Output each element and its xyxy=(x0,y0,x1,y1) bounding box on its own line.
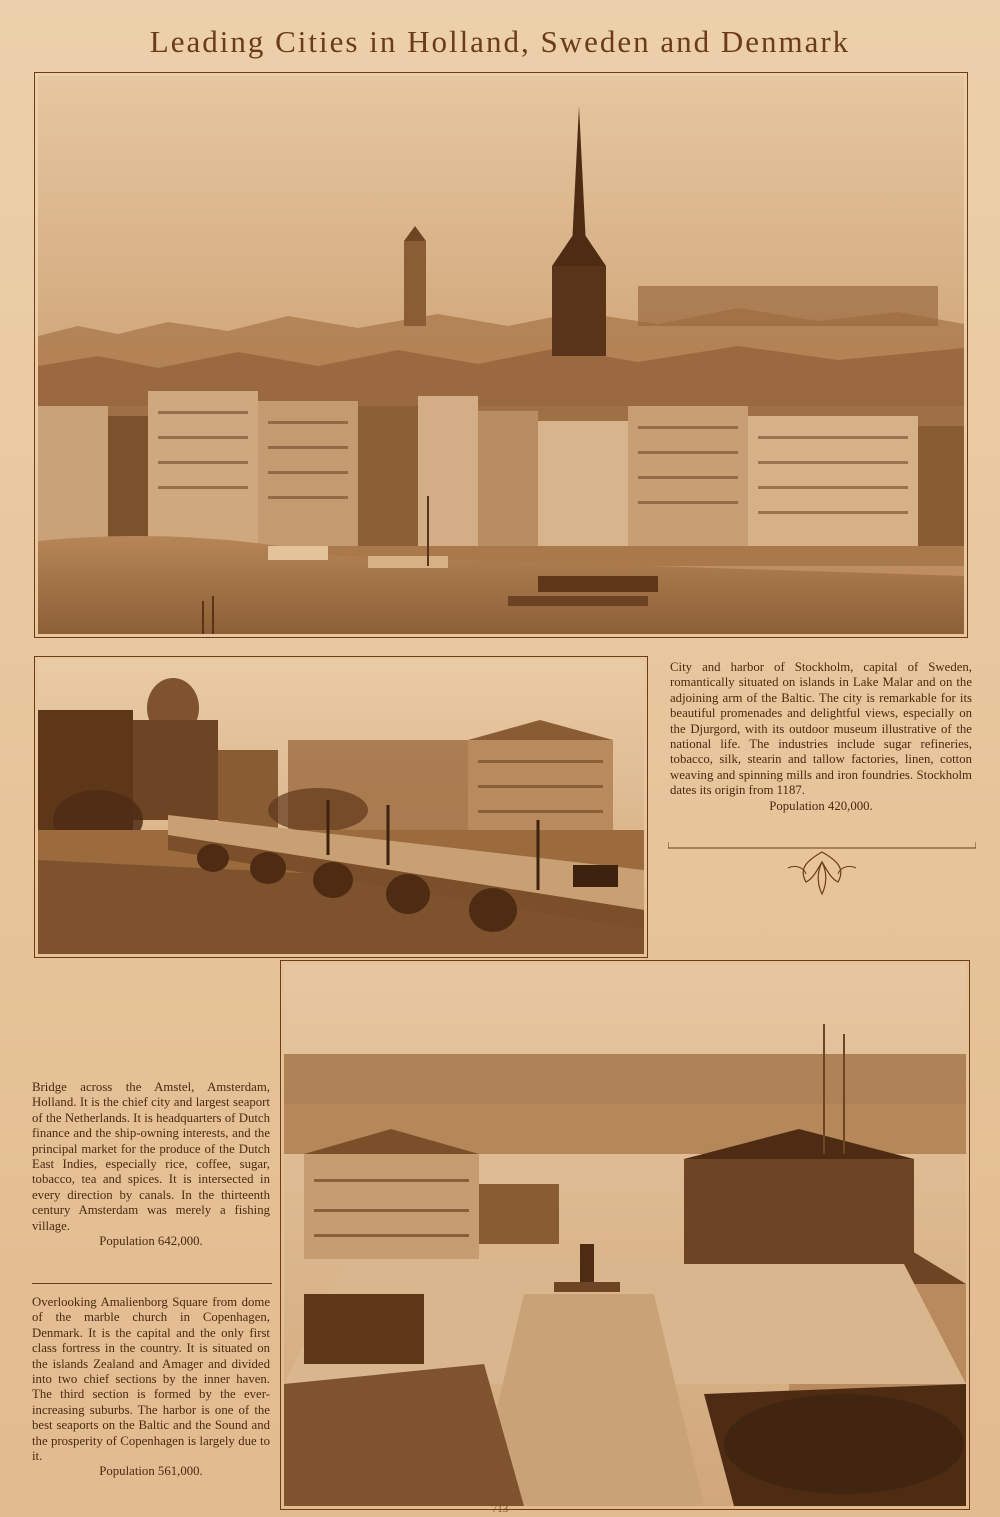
stockholm-photo-frame xyxy=(34,72,968,638)
copenhagen-population: Population 561,000. xyxy=(99,1464,203,1479)
amsterdam-caption xyxy=(32,1080,270,1249)
copenhagen-caption xyxy=(32,1295,270,1480)
stockholm-caption xyxy=(670,660,972,814)
caption-divider xyxy=(32,1283,272,1284)
floral-ornament-icon xyxy=(668,838,976,898)
copenhagen-caption-text: Overlooking Amalienborg Square from dome of the marble church in Copenhagen, Denmark. It is the capital and the only first class fortress in the country. It is situated on the islands Zealand and Amager and divided into two chief sections by the inner haven. The third section is formed by the ever-increasing suburbs. The harbor is one of the best seaports on the Baltic and the Sound and the prosperity of Copenhagen is largely due to it. xyxy=(32,1295,270,1464)
amsterdam-caption-text: Bridge across the Amstel, Amsterdam, Holland. It is the chief city and largest seaport of the Netherlands. It is headquarters of Dutch finance and the ship-owning interests, and the principal market for the produce of the Dutch East Indies, especially rice, coffee, sugar, tobacco, tea and spices. It is intersected in every direction by canals. In the thirteenth century Amsterdam was merely a fishing village. xyxy=(32,1080,270,1233)
copenhagen-photo-frame xyxy=(280,960,970,1510)
amalienborg-square-photo xyxy=(284,964,966,1506)
page-title: Leading Cities in Holland, Sweden and Denmark xyxy=(149,24,851,59)
stockholm-population: Population 420,000. xyxy=(769,798,873,813)
page-number: 713 xyxy=(491,1503,509,1515)
amstel-bridge-photo xyxy=(38,660,644,954)
stockholm-harbor-photo xyxy=(38,76,964,634)
amsterdam-population: Population 642,000. xyxy=(99,1234,203,1249)
amsterdam-photo-frame xyxy=(34,656,648,958)
stockholm-caption-text: City and harbor of Stockholm, capital of Sweden, romantically situated on islands in Lake Malar and on the adjoining arm of the Baltic. The city is remarkable for its beautiful promenades and delightful views, especially on the Djurgord, with its outdoor museum illustrative of the national life. The industries include sugar refineries, tobacco, silk, stearin and tallow factories, linen, cotton weaving and spinning mills and iron foundries. Stockholm dates its origin from 1187. xyxy=(670,660,972,798)
